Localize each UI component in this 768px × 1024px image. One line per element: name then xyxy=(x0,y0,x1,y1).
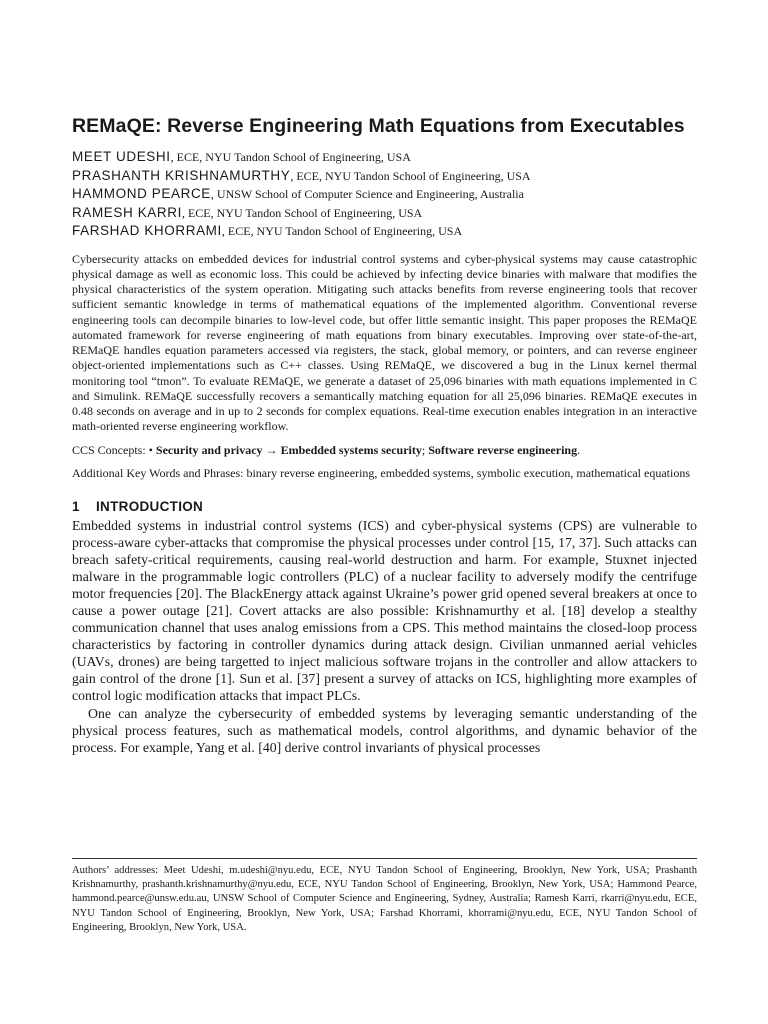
section-heading xyxy=(72,498,697,516)
authors-addresses-footnote: Authors’ addresses: Meet Udeshi, m.udeshi@nyu.edu, ECE, NYU Tandon School of Engineering, Brooklyn, New York, USA; Prashanth Krishnamurthy, prashanth.krishnamurthy@nyu.edu, ECE, NYU Tandon School of Engineering, Brooklyn, New York, USA; Hammond Pearce, hammond.pearce@unsw.edu.au, UNSW School of Computer Science and Engineering, Sydney, Australia; Ramesh Karri, rkarri@nyu.edu, ECE, NYU Tandon School of Engineering, Brooklyn, New York, USA; Farshad Khorrami, khorrami@nyu.edu, ECE, NYU Tandon School of Engineering, Brooklyn, New York, USA. xyxy=(72,865,697,933)
author-entry xyxy=(72,167,697,186)
ccs-concept-security: Security and privacy xyxy=(155,442,263,457)
author-list xyxy=(72,148,697,241)
author-affiliation: , ECE, NYU Tandon School of Engineering, USA xyxy=(170,150,411,164)
author-affiliation: , ECE, NYU Tandon School of Engineering, USA xyxy=(181,205,423,220)
keywords: Additional Key Words and Phrases: binary reverse engineering, embedded systems, symbolic execution, mathematical equations xyxy=(72,466,690,480)
section-title: INTRODUCTION xyxy=(96,498,204,514)
author-entry xyxy=(72,185,697,204)
author-entry xyxy=(72,222,697,241)
author-entry xyxy=(72,148,697,167)
intro-paragraph-2: One can analyze the cybersecurity of embedded systems by leveraging semantic understanding of the physical process features, such as mathematical models, control algorithms, and dynamic behavior of the process. For example, Yang et al. [40] derive control invariants of physical processes xyxy=(72,705,697,755)
author-affiliation: , ECE, NYU Tandon School of Engineering, USA xyxy=(290,168,531,183)
ccs-concepts xyxy=(72,443,697,459)
ccs-arrow: → xyxy=(262,442,281,457)
intro-paragraph-1: Embedded systems in industrial control systems (ICS) and cyber-physical systems (CPS) are vulnerable to process-aware cyber-attacks that compromise the physical processes under control [15, 17, 37]. Such attacks can breach safety-critical requirements, causing real-world destruction and harm. For example, Stuxnet injected malware in the programmable logic controllers (PLC) of a nuclear facility to adversely modify the centrifuge motor frequencies [20]. The BlackEnergy attack against Ukraine’s power grid opened several breakers at once to cause a power outage [21]. Covert attacks are also possible: Krishnamurthy et al. [18] develop a stealthy communication channel that uses analog emissions from a CPS. This method maintains the closed-loop process characteristics by factoring in controller dynamics during attack design. Civilian unmanned aerial vehicles (UAVs, drones) are being targetted to inject malicious software trojans in the controller and allow attackers to gain control of the drone [1]. Sun et al. [37] present a survey of attacks on ICS, highlighting more examples of control logic modification attacks that impact PLCs. xyxy=(72,517,697,704)
author-name: HAMMOND PEARCE xyxy=(72,186,211,201)
author-entry xyxy=(72,204,697,223)
author-name: FARSHAD KHORRAMI xyxy=(72,223,222,238)
author-name: RAMESH KARRI xyxy=(72,204,182,220)
author-name: MEET UDESHI xyxy=(72,149,171,164)
ccs-prefix: CCS Concepts: • xyxy=(72,442,156,457)
paper-title: REMaQE: Reverse Engineering Math Equations from Executables xyxy=(72,115,685,137)
section-number: 1 xyxy=(72,498,80,514)
footnote-divider xyxy=(72,858,697,859)
ccs-separator: ; xyxy=(421,442,429,457)
ccs-concept-embedded: Embedded systems security xyxy=(280,442,422,457)
author-name: PRASHANTH KRISHNAMURTHY xyxy=(72,167,291,183)
author-affiliation: , ECE, NYU Tandon School of Engineering, USA xyxy=(221,224,463,238)
paper-page xyxy=(72,112,697,756)
ccs-concept-reverse-eng: Software reverse engineering xyxy=(428,442,578,457)
abstract: Cybersecurity attacks on embedded devices for industrial control systems and cyber-physical systems may cause catastrophic physical damage as well as economic loss. This could be achieved by infecting device binaries with malware that modifies the physical characteristics of the system operation. Mitigating such attacks benefits from reverse engineering tools that recover sufficient semantic knowledge in terms of mathematical equations of the implemented algorithm. Conventional reverse engineering tools can decompile binaries to low-level code, but offer little semantic insight. This paper proposes the REMaQE automated framework for reverse engineering of math equations from binary executables. Improving over state-of-the-art, REMaQE handles equation parameters accessed via registers, the stack, global memory, or pointers, and can reverse engineer object-oriented implementations such as C++ classes. Using REMaQE, we discovered a bug in the Linux kernel thermal monitoring tool “tmon”. To evaluate REMaQE, we generate a dataset of 25,096 binaries with math equations implemented in C and Simulink. REMaQE successfully recovers a semantically matching equation for all 25,096 binaries. REMaQE executes in 0.48 seconds on average and in up to 2 seconds for complex equations. Real-time execution enables integration in an interactive math-oriented reverse engineering workflow. xyxy=(72,251,697,434)
author-affiliation: , UNSW School of Computer Science and Engineering, Australia xyxy=(210,187,524,201)
ccs-end: . xyxy=(577,442,581,457)
